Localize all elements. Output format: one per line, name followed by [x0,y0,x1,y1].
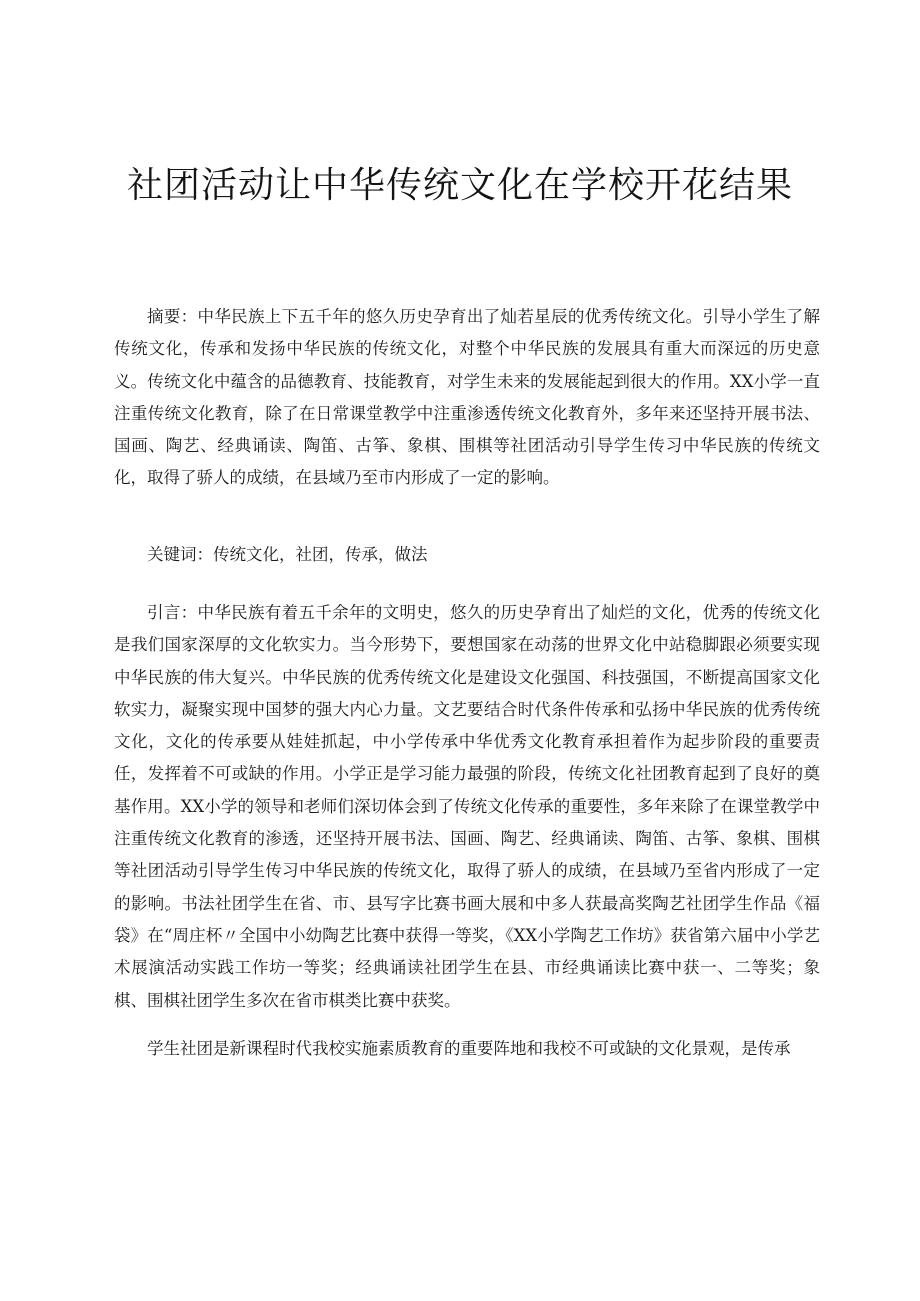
document-title: 社团活动让中华传统文化在学校开花结果 [126,165,793,206]
body-paragraph: 学生社团是新课程时代我校实施素质教育的重要阵地和我校不可或缺的文化景观，是传承 [147,1039,791,1058]
introduction-paragraph: 引言：中华民族有着五千余年的文明史，悠久的历史孕育出了灿烂的文化，优秀的传统文化是我们国家深厚的文化软实力。当今形势下，要想国家在动荡的世界文化中站稳脚跟必须要实现中华民族的伟大复兴。中华民族的优秀传统文化是建设文化强国、科技强国，不断提高国家文化软实力，凝聚实现中国梦的强大内心力量。文艺要结合时代条件传承和弘扬中华民族的优秀传统文化，文化的传承要从娃娃抓起，中小学传承中华优秀文化教育承担着作为起步阶段的重要责任，发挥着不可或缺的作用。小学正是学习能力最强的阶段，传统文化社团教育起到了良好的奠基作用。XX小学的领导和老师们深切体会到了传统文化传承的重要性，多年来除了在课堂教学中注重传统文化教育的渗透，还坚持开展书法、国画、陶艺、经典诵读、陶笛、古筝、象棋、围棋等社团活动引导学生传习中华民族的传统文化，取得了骄人的成绩，在县域乃至省内形成了一定的影响。书法社团学生在省、市、县写字比赛书画大展和中多人获最高奖陶艺社团学生作品《福袋》在“周庄杯〃全国中小幼陶艺比赛中获得一等奖，《XX小学陶艺工作坊》获省第六届中小学艺术展演活动实践工作坊一等奖；经典诵读社团学生在县、市经典诵读比赛中获一、二等奖；象棋、围棋社团学生多次在省市棋类比赛中获奖。 [114,603,820,1010]
abstract-paragraph: 摘要：中华民族上下五千年的悠久历史孕育出了灿若星辰的优秀传统文化。引导小学生了解传统文化，传承和发扬中华民族的传统文化，对整个中华民族的发展具有重大而深远的历史意义。传统文化中蕴含的品德教育、技能教育，对学生未来的发展能起到很大的作用。XX小学一直注重传统文化教育，除了在日常课堂教学中注重渗透传统文化教育外，多年来还坚持开展书法、国画、陶艺、经典诵读、陶笛、古筝、象棋、围棋等社团活动引导学生传习中华民族的传统文化，取得了骄人的成绩，在县域乃至市内形成了一定的影响。 [114,307,820,488]
keywords-paragraph: 关键词：传统文化，社团，传承，做法 [147,545,428,564]
